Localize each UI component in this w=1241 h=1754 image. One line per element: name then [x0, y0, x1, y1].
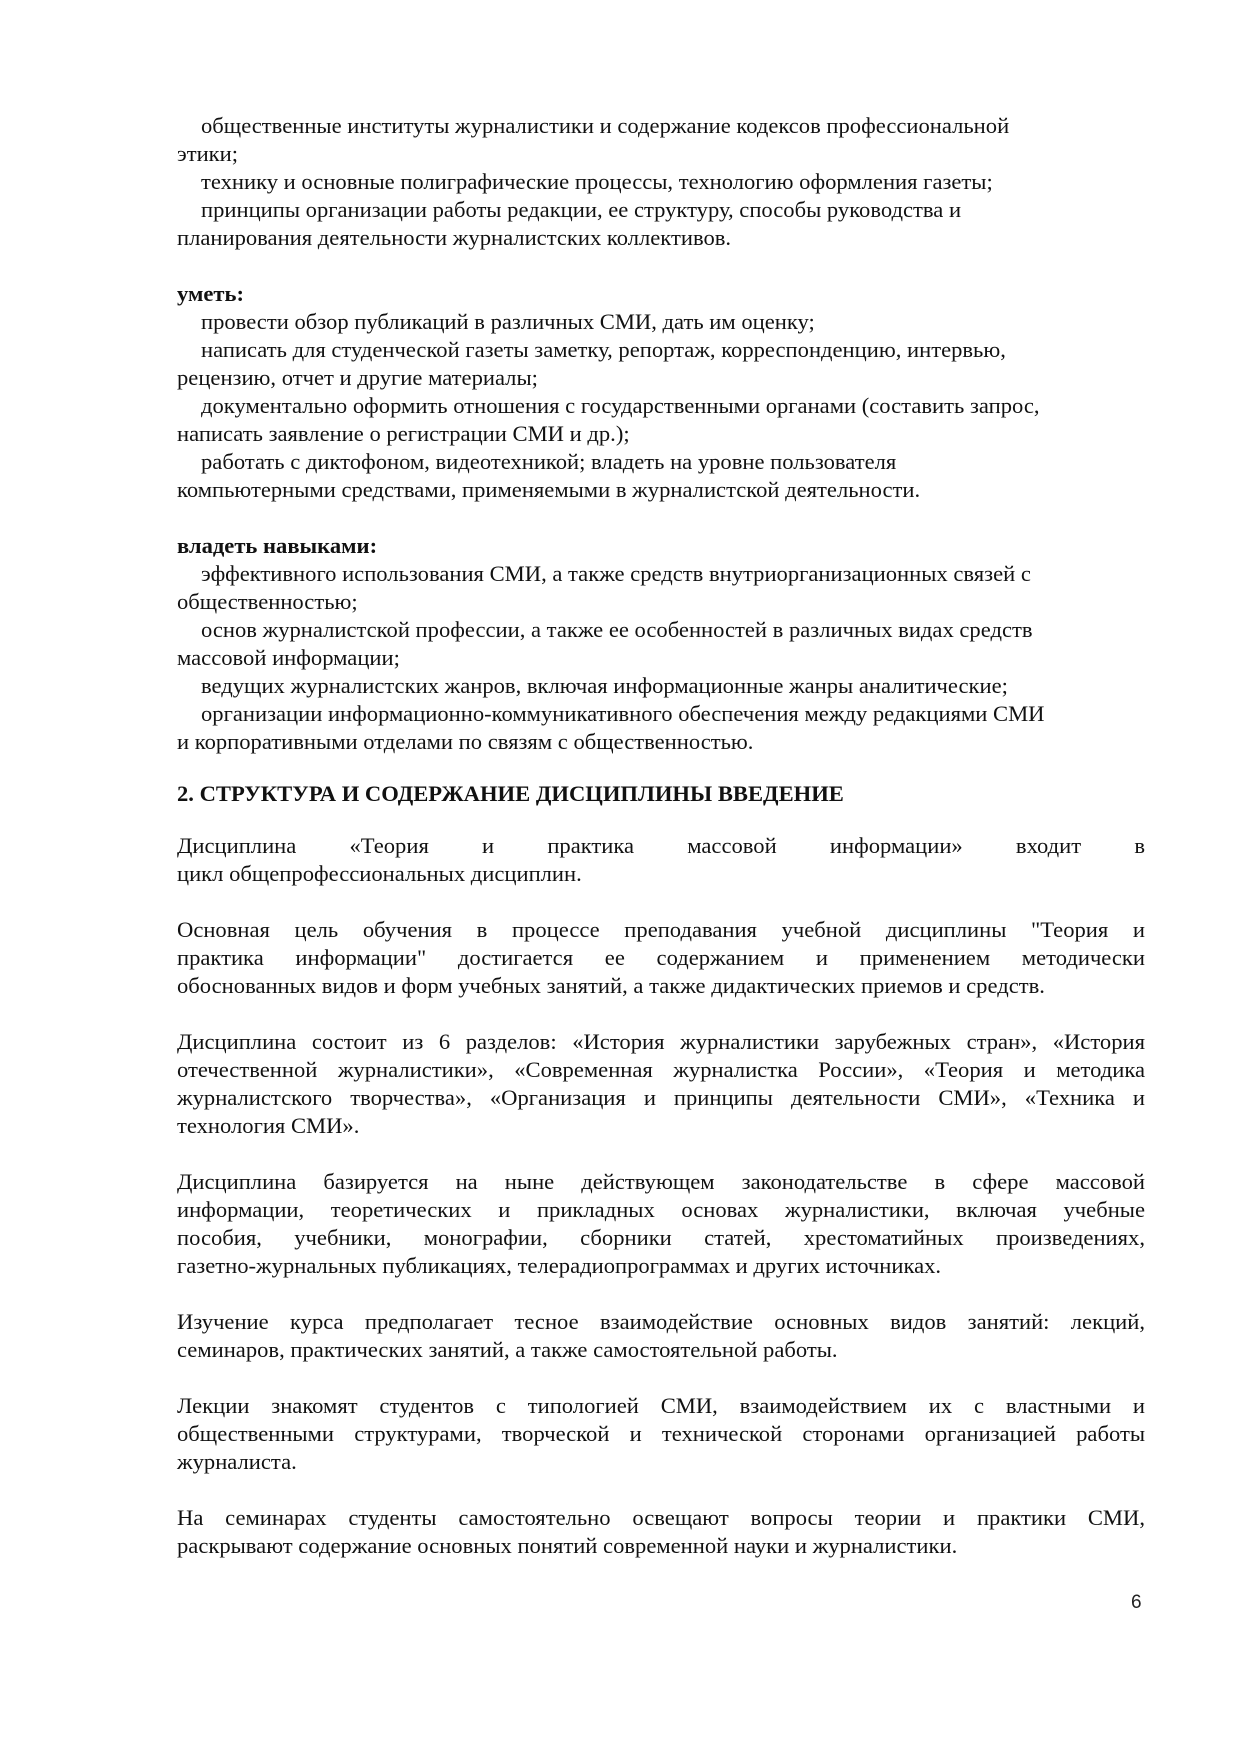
paragraph-line: обоснованных видов и форм учебных занятий, а также дидактических приемов и средств.	[177, 973, 1045, 998]
paragraph	[177, 1308, 1145, 1364]
list-item: общественные институты журналистики и содержание кодексов профессиональной	[201, 113, 1010, 138]
list-item-continuation: написать заявление о регистрации СМИ и др.);	[177, 421, 630, 446]
paragraph-line: Основная цель обучения в процессе преподавания учебной дисциплины "Теория и	[177, 917, 1145, 942]
paragraph-line: информации, теоретических и прикладных основах журналистики, включая учебные	[177, 1197, 1145, 1222]
paragraph-line: цикл общепрофессиональных дисциплин.	[177, 861, 582, 886]
paragraph-line: практика информации" достигается ее содержанием и применением методически	[177, 945, 1145, 970]
list-item: принципы организации работы редакции, ее структуру, способы руководства и	[201, 197, 962, 222]
list-item: работать с диктофоном, видеотехникой; владеть на уровне пользователя	[201, 449, 897, 474]
list-item-continuation: этики;	[177, 141, 239, 166]
paragraph	[177, 1168, 1145, 1280]
paragraph-line: общественными структурами, творческой и технической сторонами организацией работы	[177, 1421, 1145, 1446]
list-item-continuation: рецензию, отчет и другие материалы;	[177, 365, 538, 390]
paragraph-line: семинаров, практических занятий, а также самостоятельной работы.	[177, 1337, 838, 1362]
paragraph	[177, 832, 1145, 888]
list-item: документально оформить отношения с государственными органами (составить запрос,	[201, 393, 1040, 418]
skills-label: владеть навыками:	[177, 533, 378, 558]
paragraph-line: Изучение курса предполагает тесное взаимодействие основных видов занятий: лекций,	[177, 1309, 1145, 1334]
list-item-continuation: планирования деятельности журналистских коллективов.	[177, 225, 732, 250]
know-list	[177, 112, 1145, 252]
paragraph-line: Лекции знакомят студентов с типологией СМИ, взаимодействием их с властными и	[177, 1393, 1145, 1418]
can-list	[177, 308, 1145, 504]
paragraph-line: газетно-журнальных публикациях, телерадиопрограммах и других источниках.	[177, 1253, 942, 1278]
paragraph-line: отечественной журналистики», «Современная журналистка России», «Теория и методика	[177, 1057, 1145, 1082]
list-item-continuation: массовой информации;	[177, 645, 400, 670]
paragraph-line: пособия, учебники, монографии, сборники статей, хрестоматийных произведениях,	[177, 1225, 1145, 1250]
paragraph-line: Дисциплина базируется на ныне действующем законодательстве в сфере массовой	[177, 1169, 1145, 1194]
list-item: организации информационно-коммуникативного обеспечения между редакциями СМИ	[201, 701, 1045, 726]
paragraph	[177, 1392, 1145, 1476]
section-heading: 2. СТРУКТУРА И СОДЕРЖАНИЕ ДИСЦИПЛИНЫ ВВЕДЕНИЕ	[177, 781, 844, 806]
paragraph-line: технология СМИ».	[177, 1113, 360, 1138]
page-number: 6	[1131, 1592, 1142, 1613]
can-label: уметь:	[177, 281, 244, 306]
paragraph	[177, 916, 1145, 1000]
list-item-continuation: общественностью;	[177, 589, 358, 614]
list-item: провести обзор публикаций в различных СМИ, дать им оценку;	[201, 309, 815, 334]
skills-list	[177, 560, 1145, 756]
list-item-continuation: и корпоративными отделами по связям с общественностью.	[177, 729, 754, 754]
list-item: ведущих журналистских жанров, включая информационные жанры аналитические;	[201, 673, 1008, 698]
paragraph-line: Дисциплина состоит из 6 разделов: «История журналистики зарубежных стран», «История	[177, 1029, 1145, 1054]
paragraph-line: раскрывают содержание основных понятий современной науки и журналистики.	[177, 1533, 958, 1558]
list-item: написать для студенческой газеты заметку, репортаж, корреспонденцию, интервью,	[201, 337, 1006, 362]
paragraph-line: Дисциплина «Теория и практика массовой информации» входит в	[177, 833, 1145, 858]
paragraph	[177, 1504, 1145, 1560]
list-item: основ журналистской профессии, а также ее особенностей в различных видах средств	[201, 617, 1033, 642]
paragraph-line: На семинарах студенты самостоятельно освещают вопросы теории и практики СМИ,	[177, 1505, 1145, 1530]
paragraph-line: журналиста.	[177, 1449, 297, 1474]
list-item: эффективного использования СМИ, а также средств внутриорганизационных связей с	[201, 561, 1031, 586]
list-item-continuation: компьютерными средствами, применяемыми в журналистской деятельности.	[177, 477, 921, 502]
document-page	[177, 112, 1145, 1560]
paragraph	[177, 1028, 1145, 1140]
paragraph-line: журналистского творчества», «Организация и принципы деятельности СМИ», «Техника и	[177, 1085, 1145, 1110]
list-item: технику и основные полиграфические процессы, технологию оформления газеты;	[201, 169, 993, 194]
